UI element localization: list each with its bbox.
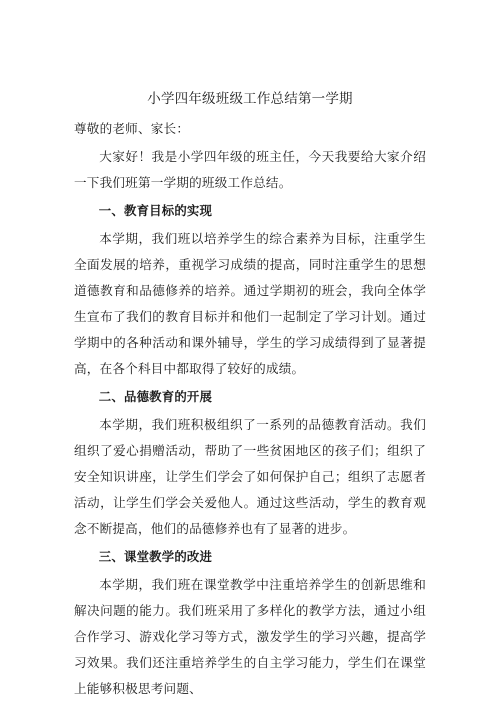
section-body-teaching: 本学期，我们班在课堂教学中注重培养学生的创新思维和解决问题的能力。我们班采用了多样化的教学方法，通过小组合作学习、游戏化学习等方式，激发学生的学习兴趣，提高学习效果。我们还注重培养学生的自主学习能力，学生们在课堂上能够积极思考问题、 [74,577,426,696]
document-title: 小学四年级班级工作总结第一学期 [147,91,353,107]
section-heading-moral: 二、品德教育的开展 [98,389,213,404]
section-body-moral: 本学期，我们班积极组织了一系列的品德教育活动。我们组织了爱心捐赠活动，帮助了一些贫困地区的孩子们；组织了安全知识讲座，让学生们学会了如何保护自己；组织了志愿者活动，让学生们学会关爱他人。通过这些活动，学生的教育观念不断提高，他们的品德修养也有了显著的进步。 [74,417,426,536]
section-heading-goals: 一、教育目标的实现 [98,203,213,218]
section-body-goals: 本学期，我们班以培养学生的综合素养为目标，注重学生全面发展的培养，重视学习成绩的提高，同时注重学生的思想道德教育和品德修养的培养。通过学期初的班会，我向全体学生宣布了我们的教育目标并和他们一起制定了学习计划。通过学期中的各种活动和课外辅导，学生的学习成绩得到了显著提高，在各个科目中都取得了较好的成绩。 [74,231,426,376]
document-page [74,88,426,706]
intro-paragraph: 大家好！我是小学四年级的班主任，今天我要给大家介绍一下我们班第一学期的班级工作总结。 [74,149,426,190]
section-heading-teaching: 三、课堂教学的改进 [98,549,213,564]
greeting: 尊敬的老师、家长： [74,121,190,136]
